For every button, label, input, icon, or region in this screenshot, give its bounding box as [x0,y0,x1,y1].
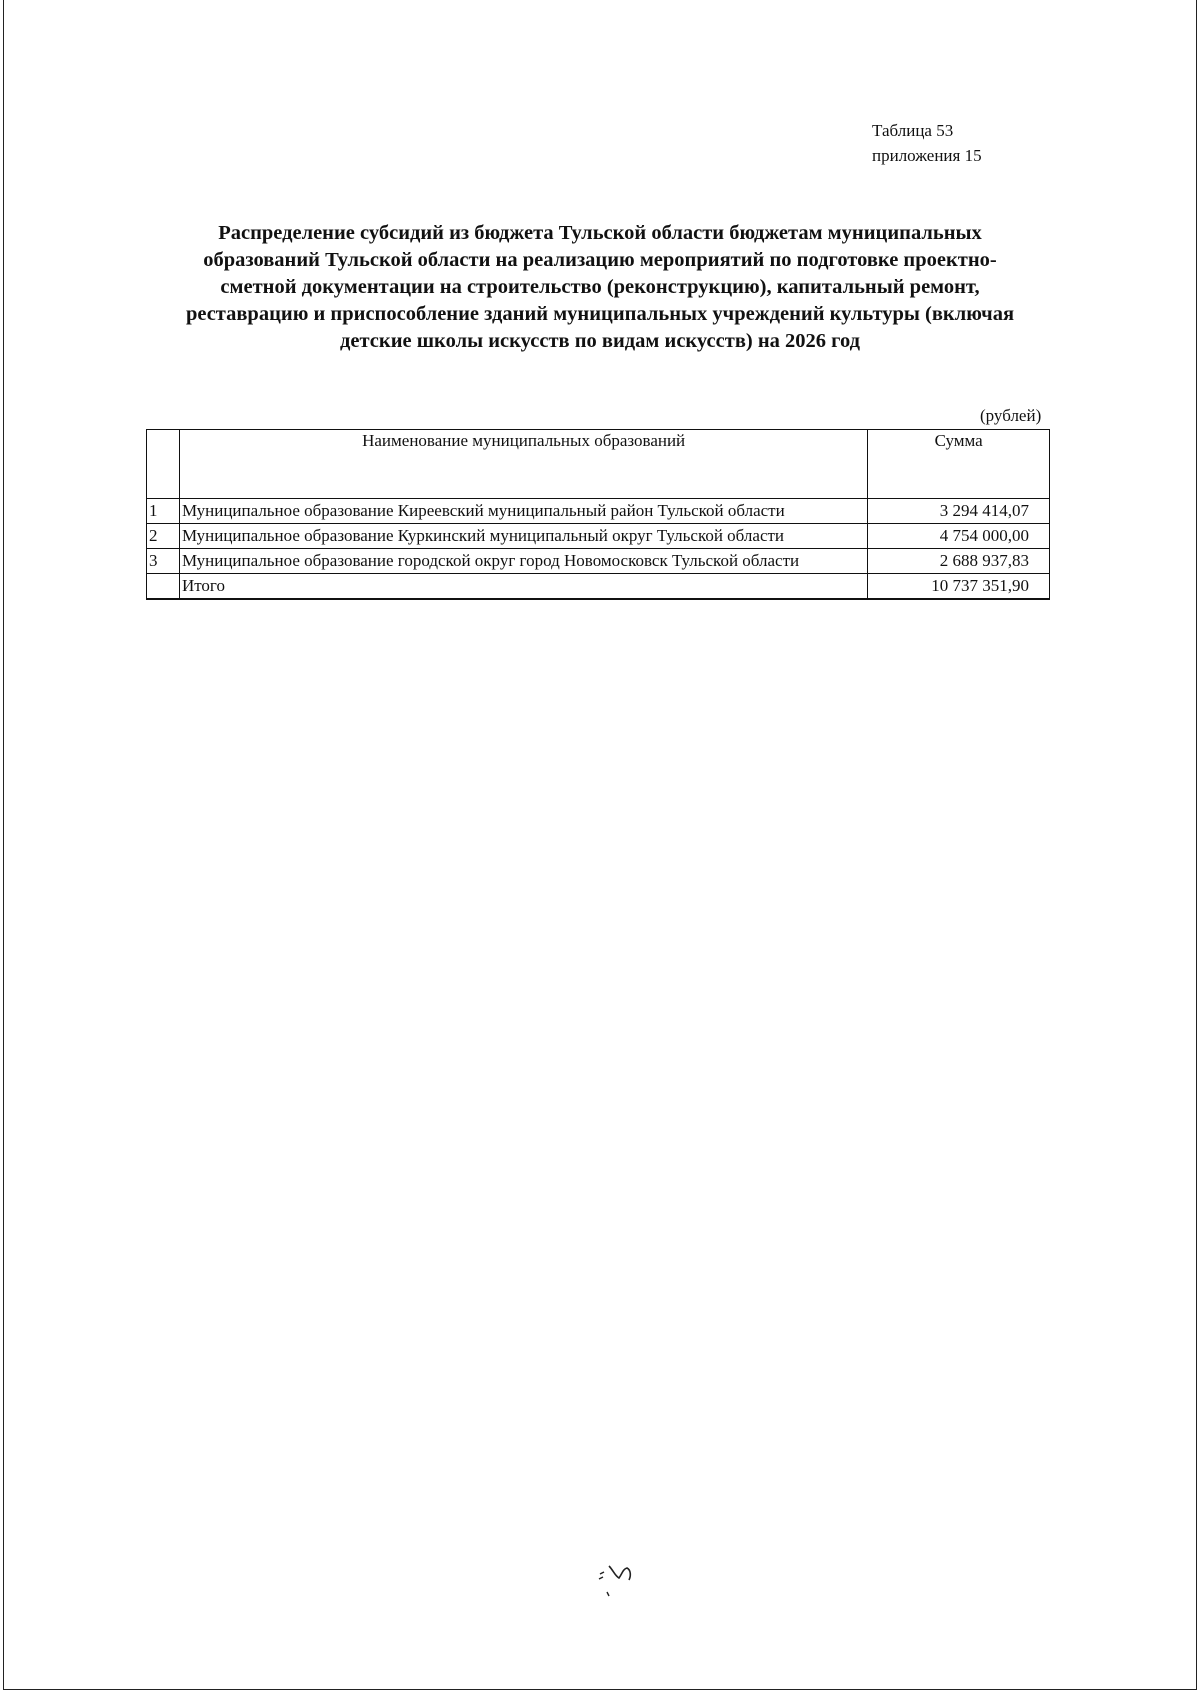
title-line-4: реставрацию и приспособление зданий муниципальных учреждений культуры (включая [185,303,1015,325]
table-header-row [147,430,1050,499]
handwritten-mark-icon [595,1562,655,1602]
title-line-5: детские школы искусств по видам искусств) на 2026 год [340,330,860,352]
row-name: Муниципальное образование городской округ город Новомосковск Тульской области [179,549,867,574]
row-num: 2 [147,524,180,549]
row-sum: 2 688 937,83 [868,549,1050,574]
annex-appendix-number: приложения 15 [872,146,982,165]
row-sum: 3 294 414,07 [868,499,1050,524]
row-num: 1 [147,499,180,524]
row-num: 3 [147,549,180,574]
annex-reference [872,118,982,168]
total-sum: 10 737 351,90 [868,574,1050,599]
subsidy-table [146,429,1050,600]
total-row [147,574,1050,599]
row-sum: 4 754 000,00 [868,524,1050,549]
header-num [147,430,180,499]
row-name: Муниципальное образование Киреевский муниципальный район Тульской области [179,499,867,524]
title-line-2: образований Тульской области на реализацию мероприятий по подготовке проектно- [203,249,997,271]
title-line-3: сметной документации на строительство (реконструкцию), капитальный ремонт, [220,276,980,298]
annex-table-number: Таблица 53 [872,121,954,140]
unit-label: (рублей) [980,406,1042,425]
row-name: Муниципальное образование Куркинский муниципальный округ Тульской области [179,524,867,549]
header-sum: Сумма [868,430,1050,499]
total-label: Итого [179,574,867,599]
header-name: Наименование муниципальных образований [179,430,867,499]
document-title [140,220,1060,355]
table-row [147,499,1050,524]
table-row [147,549,1050,574]
title-line-1: Распределение субсидий из бюджета Тульской области бюджетам муниципальных [218,222,982,244]
table-row [147,524,1050,549]
total-num [147,574,180,599]
